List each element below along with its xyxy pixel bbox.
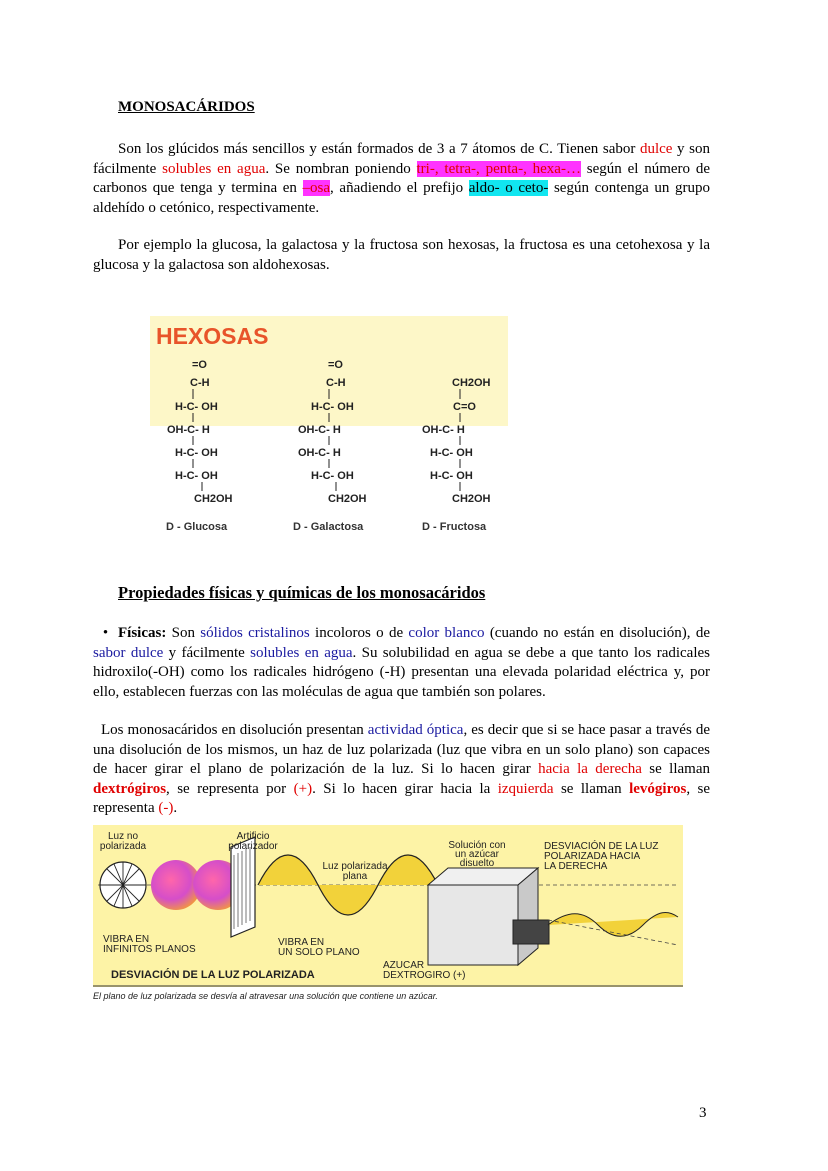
- galactosa-label: D - Galactosa: [293, 521, 364, 533]
- example-text: Por ejemplo la glucosa, la galactosa y la fructosa son hexosas, la fructosa es una cetohexosa y la glucosa y la galactosa son aldohexosas.: [93, 237, 710, 273]
- intro-paragraph: [93, 140, 710, 218]
- fructosa-label: D - Fructosa: [422, 521, 487, 533]
- optica-paragraph: [93, 721, 710, 819]
- fisicas-text: incoloros o de: [309, 625, 409, 641]
- polarizer-icon: [231, 837, 255, 937]
- struct-row: OH-C- H: [422, 424, 465, 436]
- label-desviacion: LA DERECHA: [544, 861, 608, 872]
- term-solidos: sólidos cristalinos: [200, 625, 310, 641]
- label-luz-polarizada: Luz polarizada: [322, 861, 388, 872]
- page-number: 3: [699, 1105, 707, 1121]
- term-derecha: hacia la derecha: [538, 761, 642, 777]
- label-azucar: DEXTROGIRO (+): [383, 970, 466, 981]
- term-sabor: sabor dulce: [93, 644, 164, 661]
- term-izquierda: izquierda: [497, 780, 554, 797]
- label-vibra-solo: VIBRA EN: [278, 937, 325, 948]
- struct-row: OH-C- H: [298, 424, 341, 436]
- struct-row: H-C- OH: [430, 447, 473, 459]
- label-artificio: polarizador: [228, 841, 278, 852]
- struct-row: CH2OH: [452, 377, 491, 389]
- hexosas-heading: HEXOSAS: [156, 323, 269, 349]
- label-luz-no: Luz no: [107, 831, 139, 842]
- optica-text: , se representa: [93, 780, 710, 816]
- term-minus: (-): [158, 800, 174, 816]
- struct-row: OH-C- H: [167, 424, 210, 436]
- struct-row: C=O: [453, 401, 476, 413]
- label-desviacion: DESVIACIÓN DE LA LUZ: [544, 841, 659, 852]
- label-solucion: Solución con: [448, 840, 506, 851]
- label-luz-no: polarizada: [99, 841, 147, 852]
- intro-text: . Se nombran poniendo: [265, 160, 417, 177]
- optica-text: .: [173, 800, 178, 816]
- optica-text: , es decir que si se hace pasar a través de una disolución de los mismos, un haz de luz polarizada (luz que vibra en un solo plano) son capaces de hacer girar el plano de polarización de la luz. Si lo hacen girar: [93, 722, 710, 777]
- term-osa: –osa: [302, 180, 331, 196]
- struct-row: CH2OH: [194, 493, 233, 505]
- unpolarized-light-icon: [100, 862, 146, 908]
- term-color: color blanco: [408, 625, 485, 641]
- label-vibra-infinitos: VIBRA EN: [103, 934, 150, 945]
- glucosa-label: D - Glucosa: [166, 521, 228, 533]
- intro-text: , añadiendo el prefijo: [330, 180, 469, 196]
- term-aldo-ceto: aldo- o ceto-: [468, 180, 549, 196]
- struct-row: CH2OH: [328, 493, 367, 505]
- term-actividad: actividad óptica: [367, 722, 464, 738]
- label-artificio: Artificio: [236, 831, 270, 842]
- optica-text: Los monosacáridos en disolución presentan: [101, 722, 368, 738]
- figure-caption: El plano de luz polarizada se desvía al atravesar una solución que contiene un azúcar.: [93, 991, 438, 1001]
- intro-text: según contenga un grupo aldehído o cetónico, respectivamente.: [93, 180, 710, 216]
- carbonyl-o: =O: [192, 359, 207, 371]
- fisicas-label: Físicas:: [118, 625, 167, 641]
- hexosas-figure: [150, 316, 508, 538]
- struct-row: H-C- OH: [175, 401, 218, 413]
- page-title: MONOSACÁRIDOS: [118, 99, 255, 115]
- term-dextrogiros: dextrógiros: [93, 780, 167, 797]
- term-solubles-agua: solubles en agua: [250, 644, 353, 661]
- intro-text: según el número de carbonos que tenga y termina en: [93, 160, 710, 196]
- struct-row: C-H: [326, 377, 346, 389]
- sugar-solution-cube: [428, 868, 549, 965]
- fisicas-paragraph: [93, 624, 710, 702]
- figure-footer: DESVIACIÓN DE LA LUZ POLARIZADA: [111, 969, 315, 981]
- fisicas-text: Son: [166, 625, 201, 641]
- label-azucar: AZUCAR: [383, 960, 425, 971]
- label-solucion: disuelto: [459, 858, 495, 869]
- optica-text: se llaman: [641, 761, 710, 777]
- struct-row: H-C- OH: [430, 470, 473, 482]
- example-paragraph: [93, 236, 710, 275]
- intro-text: Son los glúcidos más sencillos y están formados de 3 a 7 átomos de C. Tienen sabor: [118, 141, 640, 157]
- carbonyl-o: =O: [328, 359, 343, 371]
- section-title: Propiedades físicas y químicas de los monosacáridos: [118, 583, 486, 602]
- struct-row: H-C- OH: [175, 447, 218, 459]
- label-vibra-infinitos: INFINITOS PLANOS: [103, 944, 196, 955]
- fisicas-text: (cuando no están en disolución), de: [484, 625, 710, 641]
- optica-text: . Si lo hacen girar hacia la: [312, 780, 498, 797]
- fisicas-text: . Su solubilidad en agua se debe a que tanto los radicales hidroxilo(-OH) como los radicales hidrógeno (-H) presentan una elevada polaridad eléctrica y, por ello, establecen fuerzas con las moléculas de agua que también son polares.: [93, 644, 710, 700]
- term-plus: (+): [293, 780, 313, 797]
- term-solubles: solubles en agua: [162, 160, 266, 177]
- struct-row: H-C- OH: [311, 401, 354, 413]
- struct-row: H-C- OH: [311, 470, 354, 482]
- label-luz-polarizada: plana: [342, 871, 368, 882]
- term-prefixes: tri-, tetra-, penta-, hexa-…: [416, 160, 581, 177]
- struct-row: C-H: [190, 377, 210, 389]
- term-levogiros: levógiros: [629, 780, 687, 797]
- struct-row: CH2OH: [452, 493, 491, 505]
- term-dulce: dulce: [639, 141, 673, 157]
- struct-row: H-C- OH: [175, 470, 218, 482]
- optica-text: se llaman: [553, 780, 630, 797]
- label-vibra-solo: UN SOLO PLANO: [278, 947, 360, 958]
- polarized-light-figure: [93, 825, 683, 987]
- optica-text: , se representa por: [166, 780, 294, 797]
- struct-row: OH-C- H: [298, 447, 341, 459]
- fisicas-text: y fácilmente: [163, 644, 251, 661]
- label-solucion: un azúcar: [455, 849, 499, 860]
- label-desviacion: POLARIZADA HACIA: [544, 851, 641, 862]
- bullet: •: [102, 625, 109, 641]
- intro-text: y son fácilmente: [93, 141, 710, 177]
